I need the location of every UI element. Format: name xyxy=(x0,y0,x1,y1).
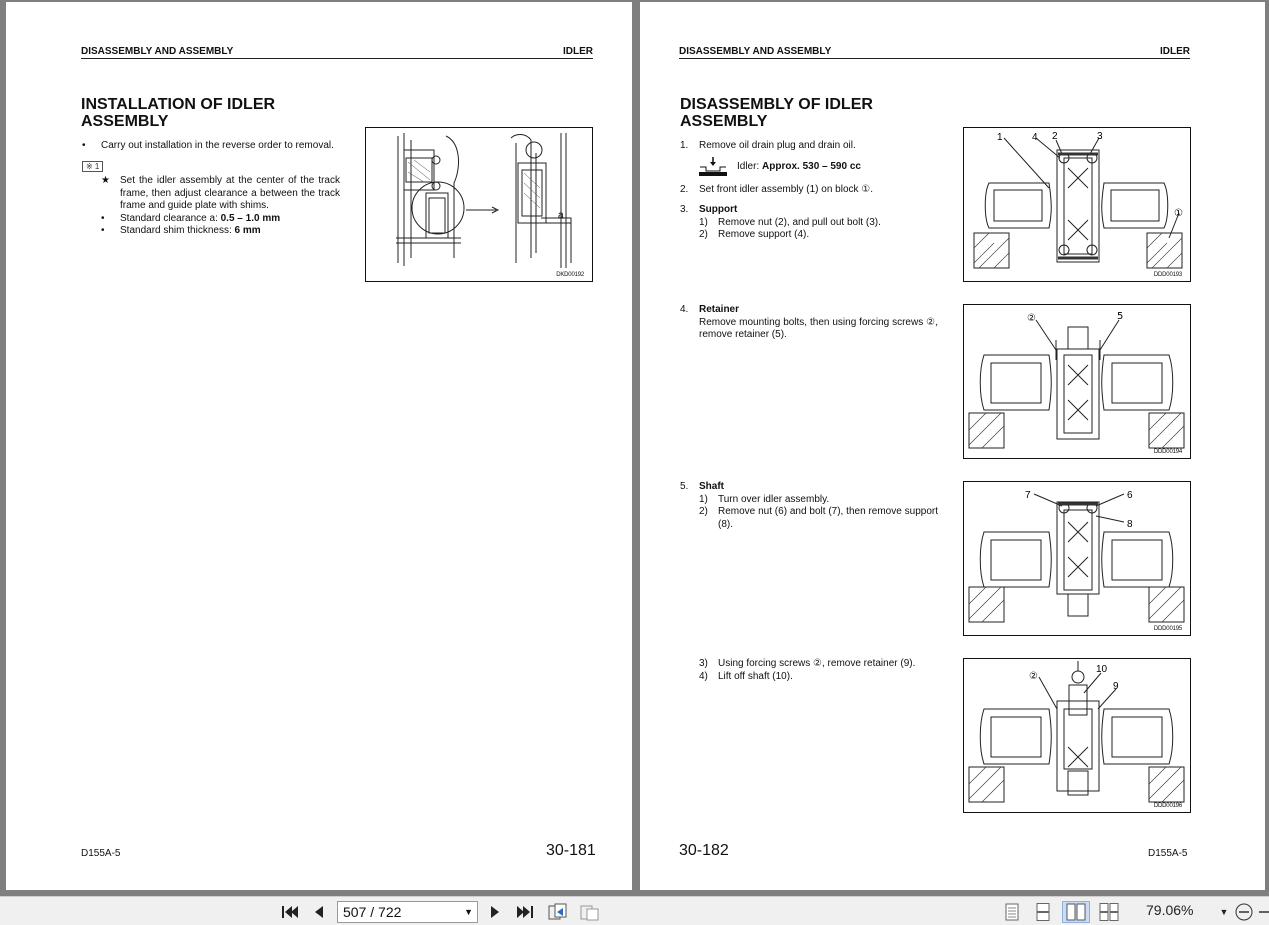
idler-section-drawing xyxy=(366,128,594,283)
steps-1-3 xyxy=(680,140,938,242)
figure-code: DDD00194 xyxy=(1153,449,1182,455)
fig1-label-1: 1 xyxy=(997,132,1003,143)
idler-drawing-4 xyxy=(964,659,1192,814)
oil-label: Idler: xyxy=(737,160,760,172)
step-5-sub-4: 4) Lift off shaft (10). xyxy=(699,670,793,682)
viewer-toolbar xyxy=(0,896,1269,925)
fig2-label-screw: ② xyxy=(1027,313,1036,324)
fig4-label-10: 10 xyxy=(1096,664,1108,675)
first-page-icon[interactable] xyxy=(280,901,300,923)
step-3-sub-1: 1) Remove nut (2), and pull out bolt (3). xyxy=(699,216,881,228)
two-page-continuous-icon[interactable] xyxy=(1097,901,1121,923)
header-section: DISASSEMBLY AND ASSEMBLY xyxy=(81,46,234,57)
footer-model: D155A-5 xyxy=(1148,848,1188,859)
oil-capacity-row xyxy=(680,157,938,181)
figure-shaft xyxy=(963,481,1191,636)
clearance-item: • Standard clearance a: 0.5 – 1.0 mm xyxy=(101,212,281,224)
fig3-label-7: 7 xyxy=(1025,490,1031,501)
chevron-down-icon[interactable]: ▼ xyxy=(464,907,473,917)
idler-drawing-2 xyxy=(964,305,1192,460)
header-section: DISASSEMBLY AND ASSEMBLY xyxy=(679,46,832,57)
oil-drain-icon xyxy=(698,155,728,177)
step-1: 1. Remove oil drain plug and drain oil. xyxy=(680,140,856,151)
figure-code: DDD00195 xyxy=(1153,626,1182,632)
idler-drawing-3 xyxy=(964,482,1192,637)
step-5-sub-2: 2) Remove nut (6) and bolt (7), then remove support (8). xyxy=(699,506,938,530)
figure-retainer xyxy=(963,304,1191,459)
header-topic: IDLER xyxy=(563,46,593,57)
step-5-continued xyxy=(680,658,938,683)
idler-drawing-1 xyxy=(964,128,1192,283)
zoom-out-icon[interactable] xyxy=(1233,901,1255,923)
zoom-level[interactable]: 79.06% xyxy=(1146,902,1194,918)
footer-page-number: 30-181 xyxy=(546,842,596,859)
page-header xyxy=(679,46,1190,59)
step-4: 4. Retainer Remove mounting bolts, then using forcing screws ②, remove retainer (5). xyxy=(680,304,938,340)
figure-code: DDD00196 xyxy=(1153,803,1182,809)
shim-item: • Standard shim thickness: 6 mm xyxy=(101,225,261,236)
go-back-view-icon[interactable] xyxy=(546,901,570,923)
page-header xyxy=(81,46,593,59)
installation-figure xyxy=(365,127,593,282)
fig4-label-9: 9 xyxy=(1113,681,1119,692)
last-page-icon[interactable] xyxy=(514,901,536,923)
fig3-label-6: 6 xyxy=(1127,490,1133,501)
go-forward-view-icon[interactable] xyxy=(578,901,602,923)
figure-lift-shaft xyxy=(963,658,1191,813)
header-topic: IDLER xyxy=(1160,46,1190,57)
fig3-label-8: 8 xyxy=(1127,519,1133,530)
fig1-label-block: ① xyxy=(1174,208,1183,219)
prev-page-icon[interactable] xyxy=(310,901,328,923)
bullet-item: • Carry out installation in the reverse order to removal. xyxy=(82,140,334,151)
figure-support xyxy=(963,127,1191,282)
fig1-label-4: 4 xyxy=(1032,132,1038,143)
footer-page-number: 30-182 xyxy=(679,842,729,859)
page-number-input[interactable]: 507 / 722 ▼ xyxy=(337,901,478,923)
two-page-icon[interactable] xyxy=(1062,901,1090,923)
star-item: ★ Set the idler assembly at the center of the track frame, then adjust clearance a between the track frame and guide plate with shims. xyxy=(101,175,340,211)
instruction-block xyxy=(82,140,340,238)
next-page-icon[interactable] xyxy=(486,901,504,923)
figure-code: DDD00193 xyxy=(1153,272,1182,278)
oil-value: Approx. 530 – 590 cc xyxy=(762,160,861,172)
step-2: 2. Set front idler assembly (1) on block ①. xyxy=(680,183,874,195)
figure-code: DKD00192 xyxy=(556,272,584,278)
step-5-sub-3: 3) Using forcing screws ②, remove retainer (9). xyxy=(699,658,916,669)
step-5-sub-1: 1) Turn over idler assembly. xyxy=(699,493,830,505)
fig2-label-5: 5 xyxy=(1117,311,1124,322)
fig4-label-screw: ② xyxy=(1029,671,1038,682)
document-page-left xyxy=(6,2,632,890)
zoom-dropdown-icon[interactable]: ▼ xyxy=(1219,907,1229,917)
page-title: DISASSEMBLY OF IDLER ASSEMBLY xyxy=(680,96,873,130)
step-3: 3. Support xyxy=(680,204,738,215)
footer-model: D155A-5 xyxy=(81,848,121,859)
fig1-label-2: 2 xyxy=(1052,131,1058,142)
reference-tag: ※ 1 xyxy=(82,161,103,172)
figure-label-a: a xyxy=(558,210,564,221)
step-3-sub-2: 2) Remove support (4). xyxy=(699,229,810,240)
step-5: 5. Shaft 1) Turn over idler assembly. 2) Remove nut (6) and bolt (7), then remove support (8). xyxy=(680,481,938,530)
document-page-right xyxy=(640,2,1265,890)
page-title: INSTALLATION OF IDLER ASSEMBLY xyxy=(81,96,276,130)
fig1-label-3: 3 xyxy=(1097,131,1103,142)
toolbar-overflow[interactable] xyxy=(1258,901,1269,923)
continuous-page-icon[interactable] xyxy=(1033,901,1053,923)
single-page-icon[interactable] xyxy=(1002,901,1022,923)
